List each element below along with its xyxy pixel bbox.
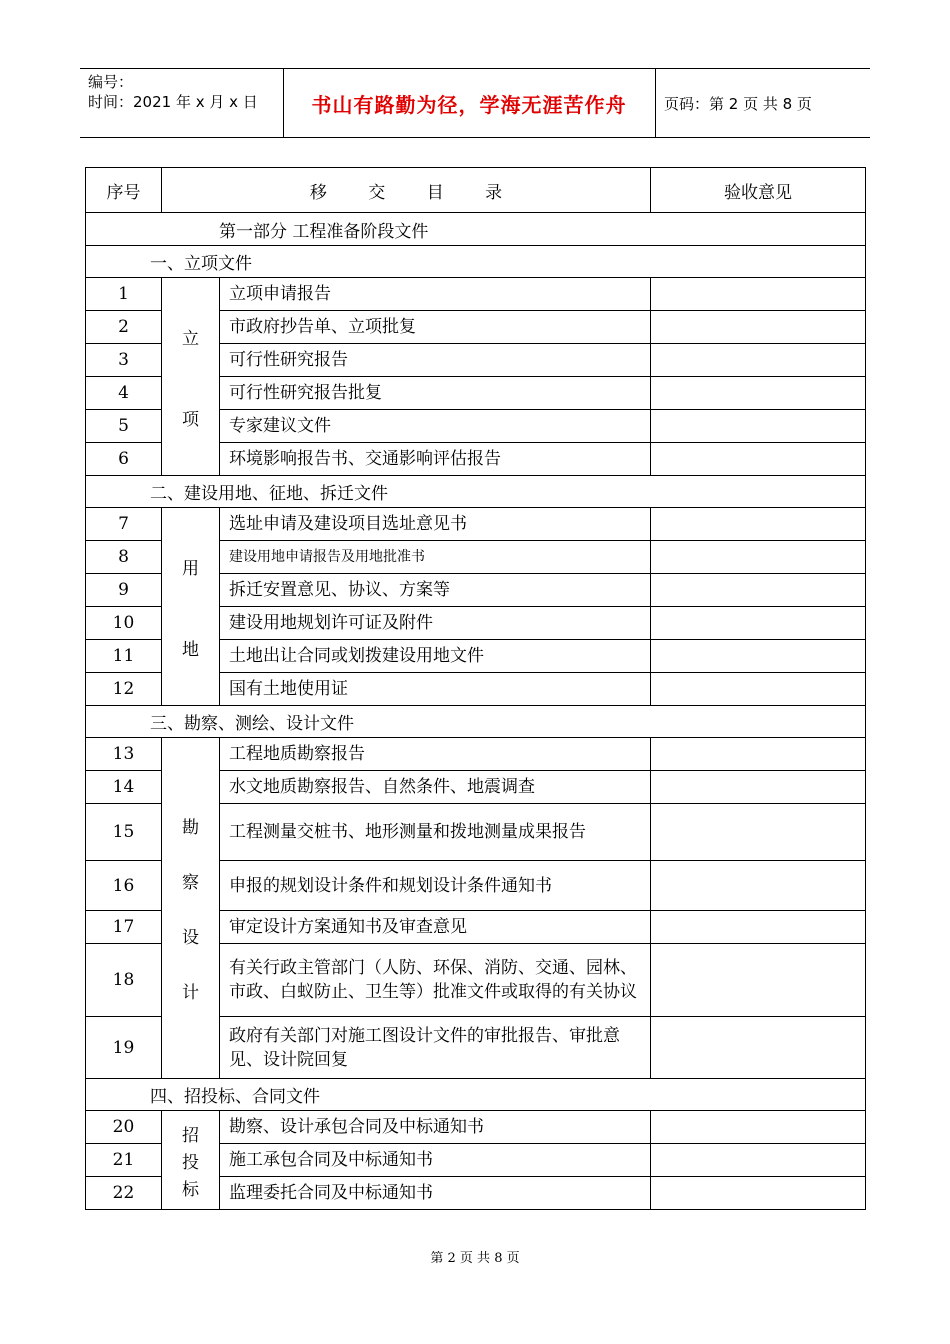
row-number: 12 — [86, 673, 162, 706]
row-number: 1 — [86, 278, 162, 311]
catalog-item: 工程地质勘察报告 — [220, 738, 651, 771]
opinion-cell — [651, 311, 866, 344]
catalog-item: 选址申请及建设项目选址意见书 — [220, 508, 651, 541]
table-row — [86, 508, 866, 541]
row-number: 11 — [86, 640, 162, 673]
section-row — [86, 476, 866, 508]
col-header-opinion: 验收意见 — [651, 168, 866, 213]
opinion-cell — [651, 673, 866, 706]
group-char: 勘 — [182, 818, 199, 838]
catalog-item: 可行性研究报告 — [220, 344, 651, 377]
table-row — [86, 738, 866, 771]
row-number: 9 — [86, 574, 162, 607]
row-number: 6 — [86, 443, 162, 476]
group-label — [162, 278, 220, 476]
page-footer: 第 2 页 共 8 页 — [430, 1251, 520, 1266]
opinion-cell — [651, 911, 866, 944]
section-title: 四、招投标、合同文件 — [86, 1079, 866, 1111]
group-char: 立 — [182, 328, 199, 349]
opinion-cell — [651, 278, 866, 311]
catalog-item: 建设用地规划许可证及附件 — [220, 607, 651, 640]
catalog-item: 审定设计方案通知书及审查意见 — [220, 911, 651, 944]
opinion-cell — [651, 804, 866, 861]
opinion-cell — [651, 771, 866, 804]
section-title: 二、建设用地、征地、拆迁文件 — [86, 476, 866, 508]
section-row — [86, 706, 866, 738]
catalog-item: 水文地质勘察报告、自然条件、地震调查 — [220, 771, 651, 804]
header-page-label: 页码：第 2 页 共 8 页 — [664, 95, 812, 113]
date-label: 时间：2021 年 x 月 x 日 — [88, 93, 258, 111]
catalog-item: 可行性研究报告批复 — [220, 377, 651, 410]
catalog-item: 土地出让合同或划拨建设用地文件 — [220, 640, 651, 673]
group-char: 地 — [182, 639, 199, 660]
group-char: 察 — [182, 873, 199, 893]
catalog-item: 环境影响报告书、交通影响评估报告 — [220, 443, 651, 476]
row-number: 15 — [86, 804, 162, 861]
opinion-cell — [651, 574, 866, 607]
row-number: 16 — [86, 861, 162, 911]
row-number: 19 — [86, 1017, 162, 1079]
group-label — [162, 1111, 220, 1210]
opinion-cell — [651, 1177, 866, 1210]
document-header — [80, 68, 870, 138]
group-char: 投 — [182, 1152, 199, 1173]
group-label — [162, 738, 220, 1079]
group-char: 计 — [182, 983, 199, 1003]
catalog-item: 工程测量交桩书、地形测量和拨地测量成果报告 — [220, 804, 651, 861]
row-number: 2 — [86, 311, 162, 344]
row-number: 21 — [86, 1144, 162, 1177]
col-header-catalog — [162, 168, 651, 213]
header-divider — [655, 69, 656, 137]
col-header-no: 序号 — [86, 168, 162, 213]
catalog-item: 市政府抄告单、立项批复 — [220, 311, 651, 344]
group-char: 标 — [182, 1179, 199, 1200]
catalog-item: 建设用地申请报告及用地批准书 — [220, 541, 651, 574]
group-char: 招 — [182, 1125, 199, 1146]
row-number: 14 — [86, 771, 162, 804]
section-title: 一、立项文件 — [86, 246, 866, 278]
group-char: 用 — [182, 558, 199, 579]
code-label: 编号： — [88, 73, 134, 91]
table-header-row — [86, 168, 866, 213]
row-number: 20 — [86, 1111, 162, 1144]
header-meta — [88, 72, 258, 112]
table-row — [86, 278, 866, 311]
group-label — [162, 508, 220, 706]
opinion-cell — [651, 1017, 866, 1079]
col-header-catalog-text: 移 交 目 录 — [309, 182, 521, 203]
row-number: 5 — [86, 410, 162, 443]
row-number: 7 — [86, 508, 162, 541]
opinion-cell — [651, 607, 866, 640]
section-row — [86, 1079, 866, 1111]
opinion-cell — [651, 377, 866, 410]
row-number: 17 — [86, 911, 162, 944]
section-title: 三、勘察、测绘、设计文件 — [86, 706, 866, 738]
opinion-cell — [651, 541, 866, 574]
section-row — [86, 246, 866, 278]
catalog-item: 监理委托合同及中标通知书 — [220, 1177, 651, 1210]
table-row — [86, 1111, 866, 1144]
part-row — [86, 213, 866, 246]
opinion-cell — [651, 944, 866, 1017]
opinion-cell — [651, 344, 866, 377]
catalog-item: 有关行政主管部门（人防、环保、消防、交通、园林、市政、白蚁防止、卫生等）批准文件或取得的有关协议 — [220, 944, 651, 1017]
catalog-item: 施工承包合同及中标通知书 — [220, 1144, 651, 1177]
row-number: 18 — [86, 944, 162, 1017]
opinion-cell — [651, 738, 866, 771]
opinion-cell — [651, 640, 866, 673]
catalog-item: 政府有关部门对施工图设计文件的审批报告、审批意见、设计院回复 — [220, 1017, 651, 1079]
header-motto: 书山有路勤为径，学海无涯苦作舟 — [311, 92, 627, 117]
opinion-cell — [651, 861, 866, 911]
transfer-catalog-table — [85, 167, 866, 1210]
catalog-item: 立项申请报告 — [220, 278, 651, 311]
catalog-item: 专家建议文件 — [220, 410, 651, 443]
part-title: 第一部分 工程准备阶段文件 — [86, 213, 866, 246]
row-number: 22 — [86, 1177, 162, 1210]
row-number: 10 — [86, 607, 162, 640]
catalog-item: 国有土地使用证 — [220, 673, 651, 706]
group-char: 设 — [182, 928, 199, 948]
catalog-item: 拆迁安置意见、协议、方案等 — [220, 574, 651, 607]
catalog-item: 勘察、设计承包合同及中标通知书 — [220, 1111, 651, 1144]
opinion-cell — [651, 410, 866, 443]
group-char: 项 — [182, 409, 199, 430]
opinion-cell — [651, 443, 866, 476]
row-number: 8 — [86, 541, 162, 574]
row-number: 4 — [86, 377, 162, 410]
opinion-cell — [651, 508, 866, 541]
catalog-item: 申报的规划设计条件和规划设计条件通知书 — [220, 861, 651, 911]
opinion-cell — [651, 1144, 866, 1177]
row-number: 13 — [86, 738, 162, 771]
opinion-cell — [651, 1111, 866, 1144]
row-number: 3 — [86, 344, 162, 377]
